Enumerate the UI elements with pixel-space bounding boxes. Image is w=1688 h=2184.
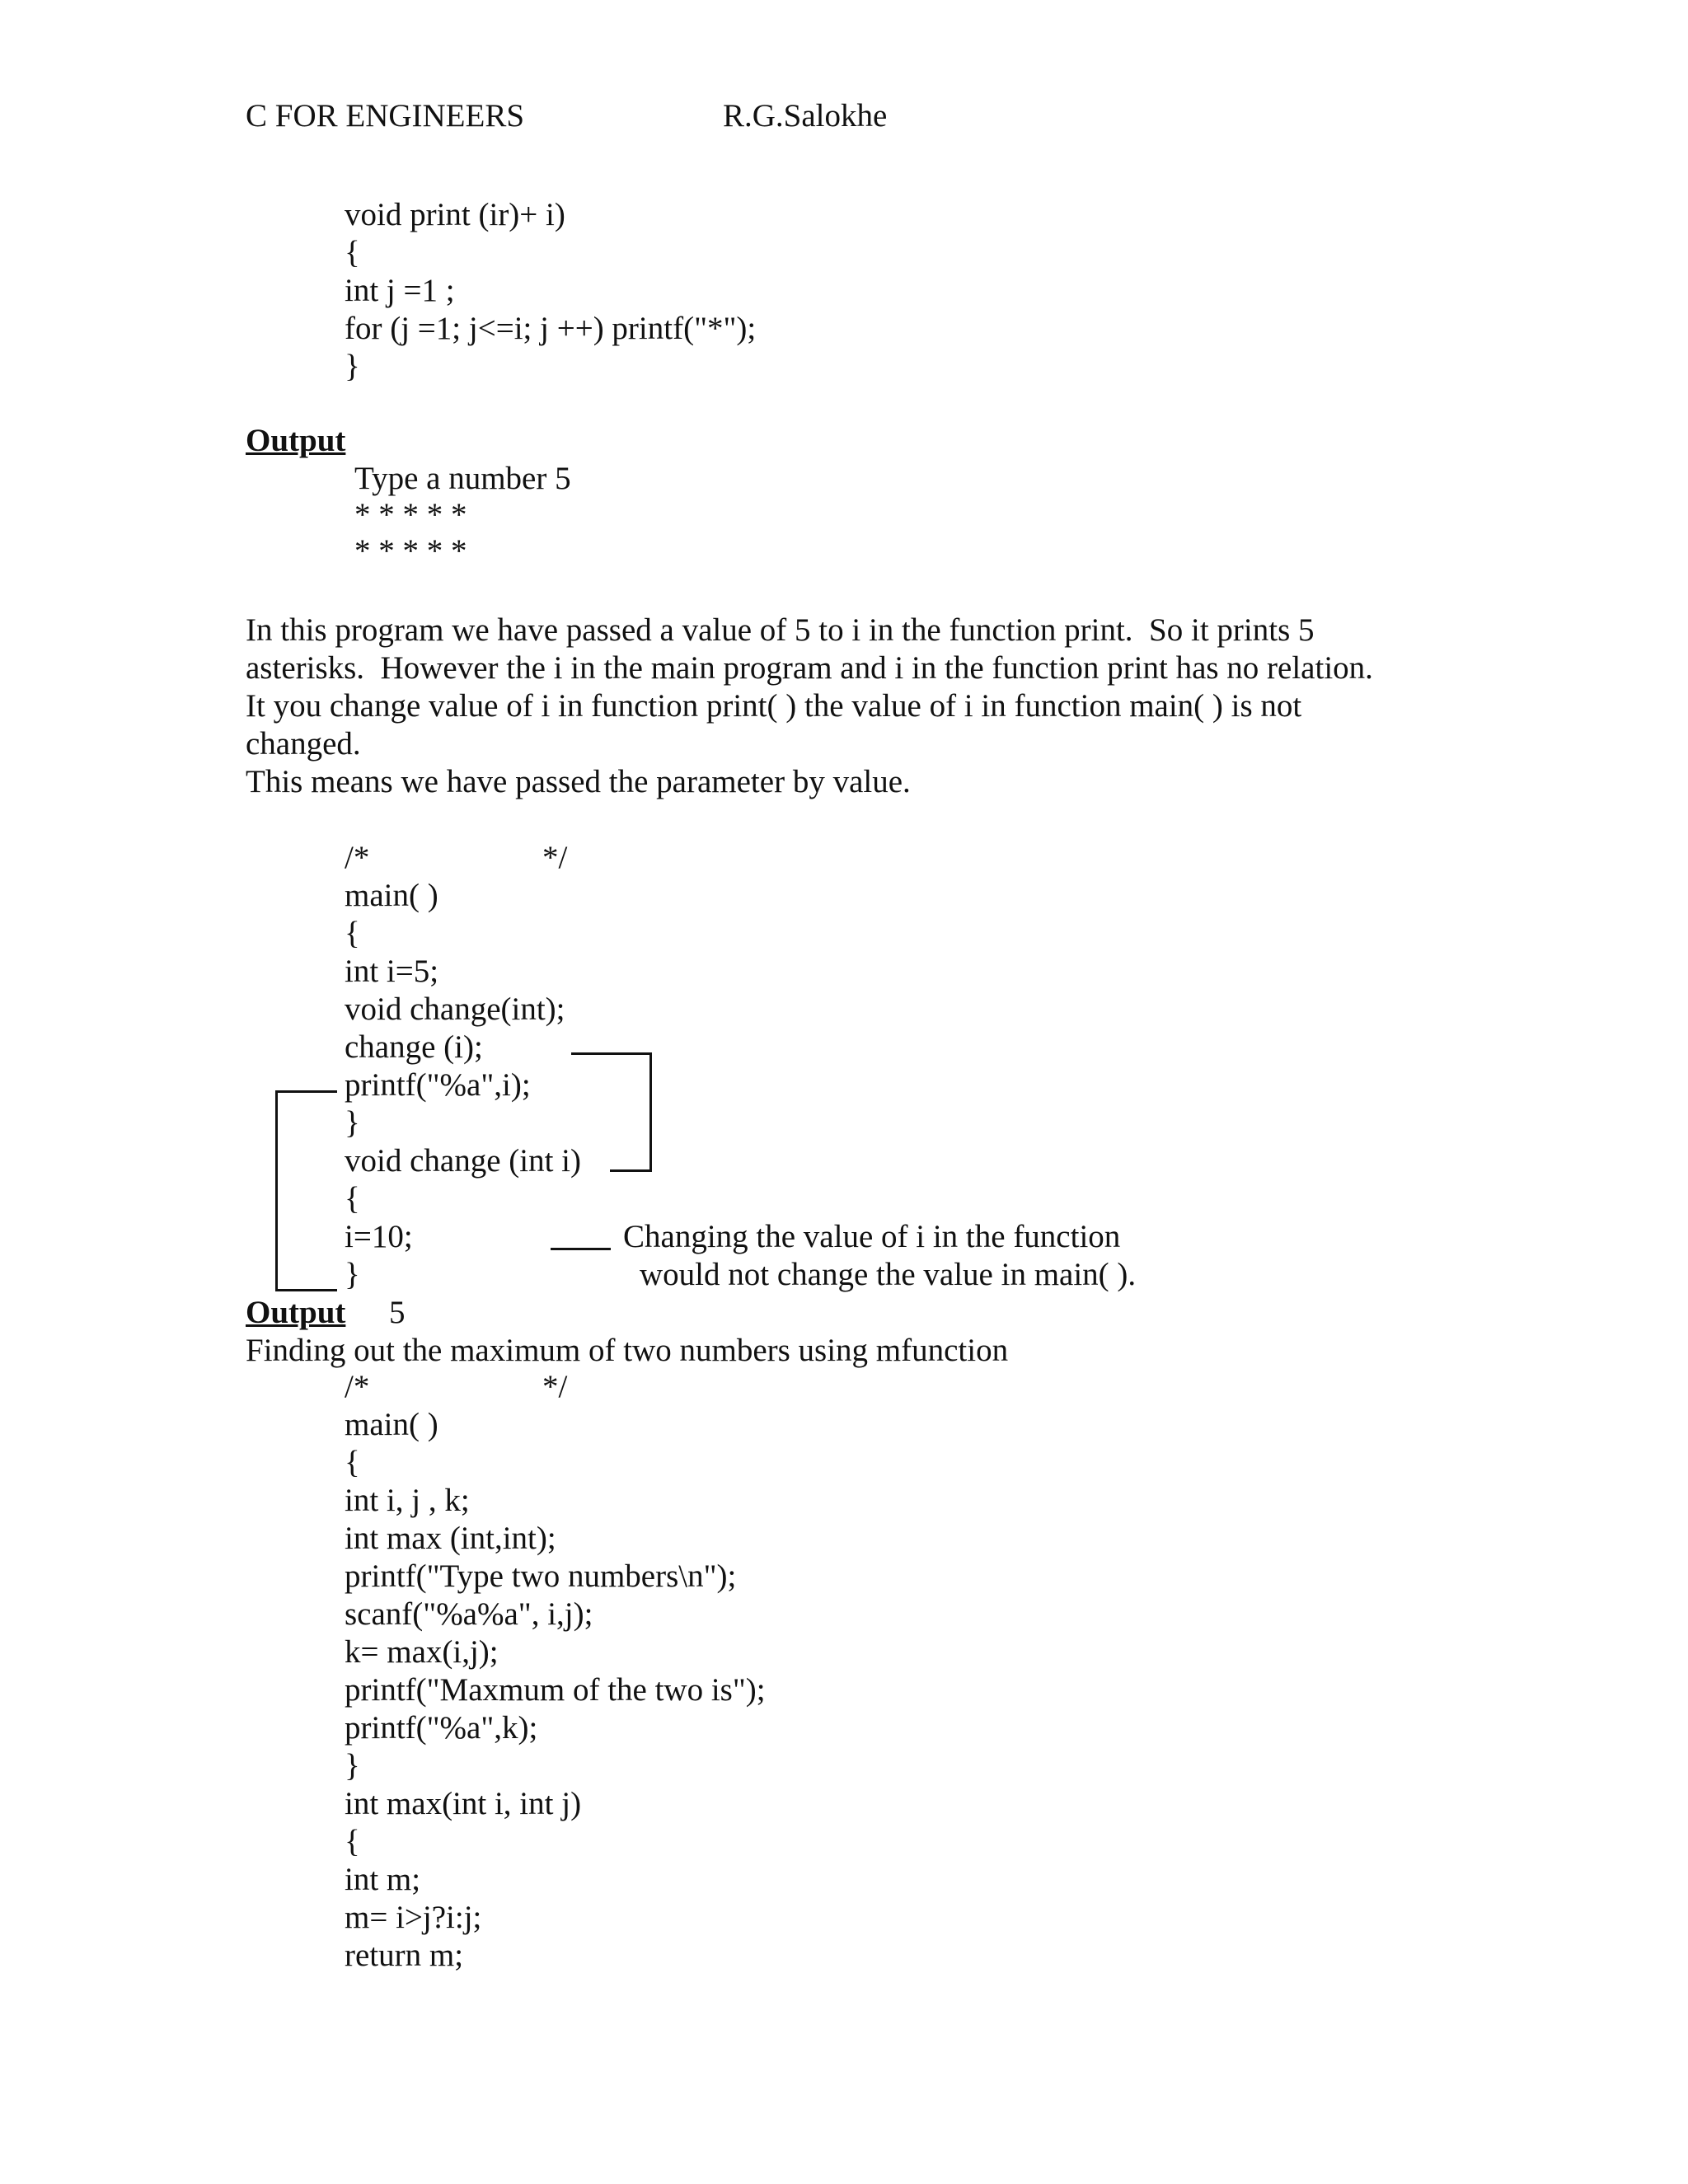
code-line: {: [345, 916, 360, 951]
code-line: }: [345, 1748, 360, 1783]
code-line: int j =1 ;: [345, 273, 455, 308]
comment-open: /*: [345, 1369, 370, 1404]
code-line: printf("Maxmum of the two is");: [345, 1672, 766, 1708]
code-line: main( ): [345, 1407, 438, 1442]
code-line: }: [345, 1257, 360, 1292]
code-line: change (i);: [345, 1029, 483, 1065]
paragraph-line: asterisks. However the i in the main program and i in the function print has no relation.: [246, 650, 1373, 686]
code-line: printf("%a",k);: [345, 1710, 538, 1746]
comment-open: /*: [345, 840, 370, 875]
paragraph-line: In this program we have passed a value of 5 to i in the function print. So it prints 5: [246, 612, 1315, 648]
code-line: main( ): [345, 878, 438, 913]
code-line: m= i>j?i:j;: [345, 1900, 482, 1935]
output-line: * * * * *: [354, 497, 467, 532]
code-line: {: [345, 1181, 360, 1216]
paragraph-line: It you change value of i in function print( ) the value of i in function main( ) is not: [246, 688, 1302, 724]
code-line: k= max(i,j);: [345, 1634, 499, 1670]
call-bracket-bottom: [610, 1169, 652, 1172]
header-author: R.G.Salokhe: [723, 98, 888, 134]
section-title: Finding out the maximum of two numbers using mfunction: [246, 1333, 1009, 1368]
paragraph-line: changed.: [246, 726, 361, 762]
code-line: {: [345, 1445, 360, 1480]
output-heading: Output: [246, 1295, 346, 1330]
code-line: }: [345, 349, 360, 384]
header-title: C FOR ENGINEERS: [246, 98, 525, 134]
annotation-line: Changing the value of i in the function: [623, 1219, 1121, 1254]
code-line: }: [345, 1105, 360, 1141]
code-line: void change (int i): [345, 1143, 581, 1179]
code-line: printf("Type two numbers\n");: [345, 1558, 737, 1594]
code-line: int i, j , k;: [345, 1483, 470, 1518]
code-line: for (j =1; j<=i; j ++) printf("*");: [345, 311, 757, 346]
comment-close: */: [542, 840, 568, 875]
annotation-pointer: [551, 1248, 611, 1250]
code-line: scanf("%a%a", i,j);: [345, 1596, 593, 1632]
call-bracket-right: [571, 1052, 652, 1172]
return-bracket-left: [275, 1090, 337, 1291]
code-line: i=10;: [345, 1219, 413, 1254]
code-line: int max(int i, int j): [345, 1786, 582, 1821]
code-line: {: [345, 235, 360, 270]
code-line: {: [345, 1824, 360, 1859]
code-line: printf("%a",i);: [345, 1067, 531, 1103]
code-line: void change(int);: [345, 991, 565, 1027]
output-heading: Output: [246, 423, 346, 458]
paragraph-line: This means we have passed the parameter by value.: [246, 764, 911, 799]
output-line: * * * * *: [354, 533, 467, 569]
comment-close: */: [542, 1369, 568, 1404]
output-value: 5: [389, 1295, 406, 1330]
code-line: int i=5;: [345, 954, 439, 989]
code-line: void print (ir)+ i): [345, 197, 565, 232]
code-line: int m;: [345, 1862, 421, 1897]
output-line: Type a number 5: [354, 461, 571, 496]
code-line: return m;: [345, 1938, 464, 1973]
code-line: int max (int,int);: [345, 1521, 556, 1556]
annotation-line: would not change the value in main( ).: [640, 1257, 1137, 1292]
